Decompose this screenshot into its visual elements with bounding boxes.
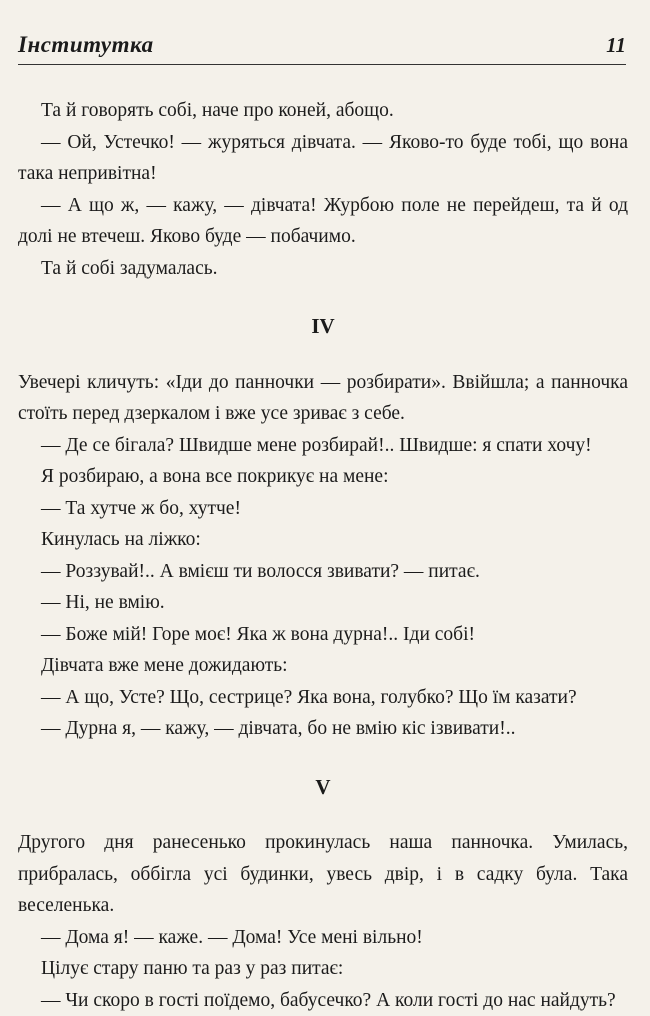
paragraph: — Дурна я, — кажу, — дівчата, бо не вмію кіс ізвивати!.. [18,713,628,745]
paragraph: — Ой, Устечко! — журяться дівчата. — Яково-то буде тобі, що вона така непривітна! [18,127,628,190]
page-number: 11 [606,33,626,58]
paragraph: Я розбираю, а вона все покрикує на мене: [18,461,628,493]
paragraph: — Чи скоро в гості поїдемо, бабусечко? А коли гості до нас найдуть? [18,985,628,1016]
paragraph: — Боже мій! Горе моє! Яка ж вона дурна!.. Іди собі! [18,619,628,651]
paragraph: — Де се бігала? Швидше мене розбирай!.. Швидше: я спати хочу! [18,430,628,462]
paragraph: Кинулась на ліжко: [18,524,628,556]
page-header [18,30,626,66]
paragraph: — А що, Усте? Що, сестрице? Яка вона, голубко? Що їм казати? [18,682,628,714]
paragraph: — Та хутче ж бо, хутче! [18,493,628,525]
header-rule [18,64,626,65]
paragraph: Та й собі задумалась. [18,253,628,285]
paragraph: Увечері кличуть: «Іди до панночки — розбирати». Ввійшла; а панночка стоїть перед дзеркалом і вже усе зриває з себе. [18,367,628,430]
section-heading-v: V [18,772,628,804]
paragraph: Цілує стару паню та раз у раз питає: [18,953,628,985]
paragraph: — Ні, не вмію. [18,587,628,619]
section-heading-iv: IV [18,311,628,343]
paragraph: Дівчата вже мене дожидають: [18,650,628,682]
page-body [18,95,628,1016]
running-title: Інститутка [18,32,154,58]
paragraph: Другого дня ранесенько прокинулась наша панночка. Умилась, прибралась, оббігла усі будинки, увесь двір, і в садку була. Така веселенька. [18,827,628,922]
paragraph: Та й говорять собі, наче про коней, абощо. [18,95,628,127]
paragraph: — Роззувай!.. А вмієш ти волосся звивати? — питає. [18,556,628,588]
paragraph: — А що ж, — кажу, — дівчата! Журбою поле не перейдеш, та й од долі не втечеш. Яково буде — побачимо. [18,190,628,253]
paragraph: — Дома я! — каже. — Дома! Усе мені вільно! [18,922,628,954]
